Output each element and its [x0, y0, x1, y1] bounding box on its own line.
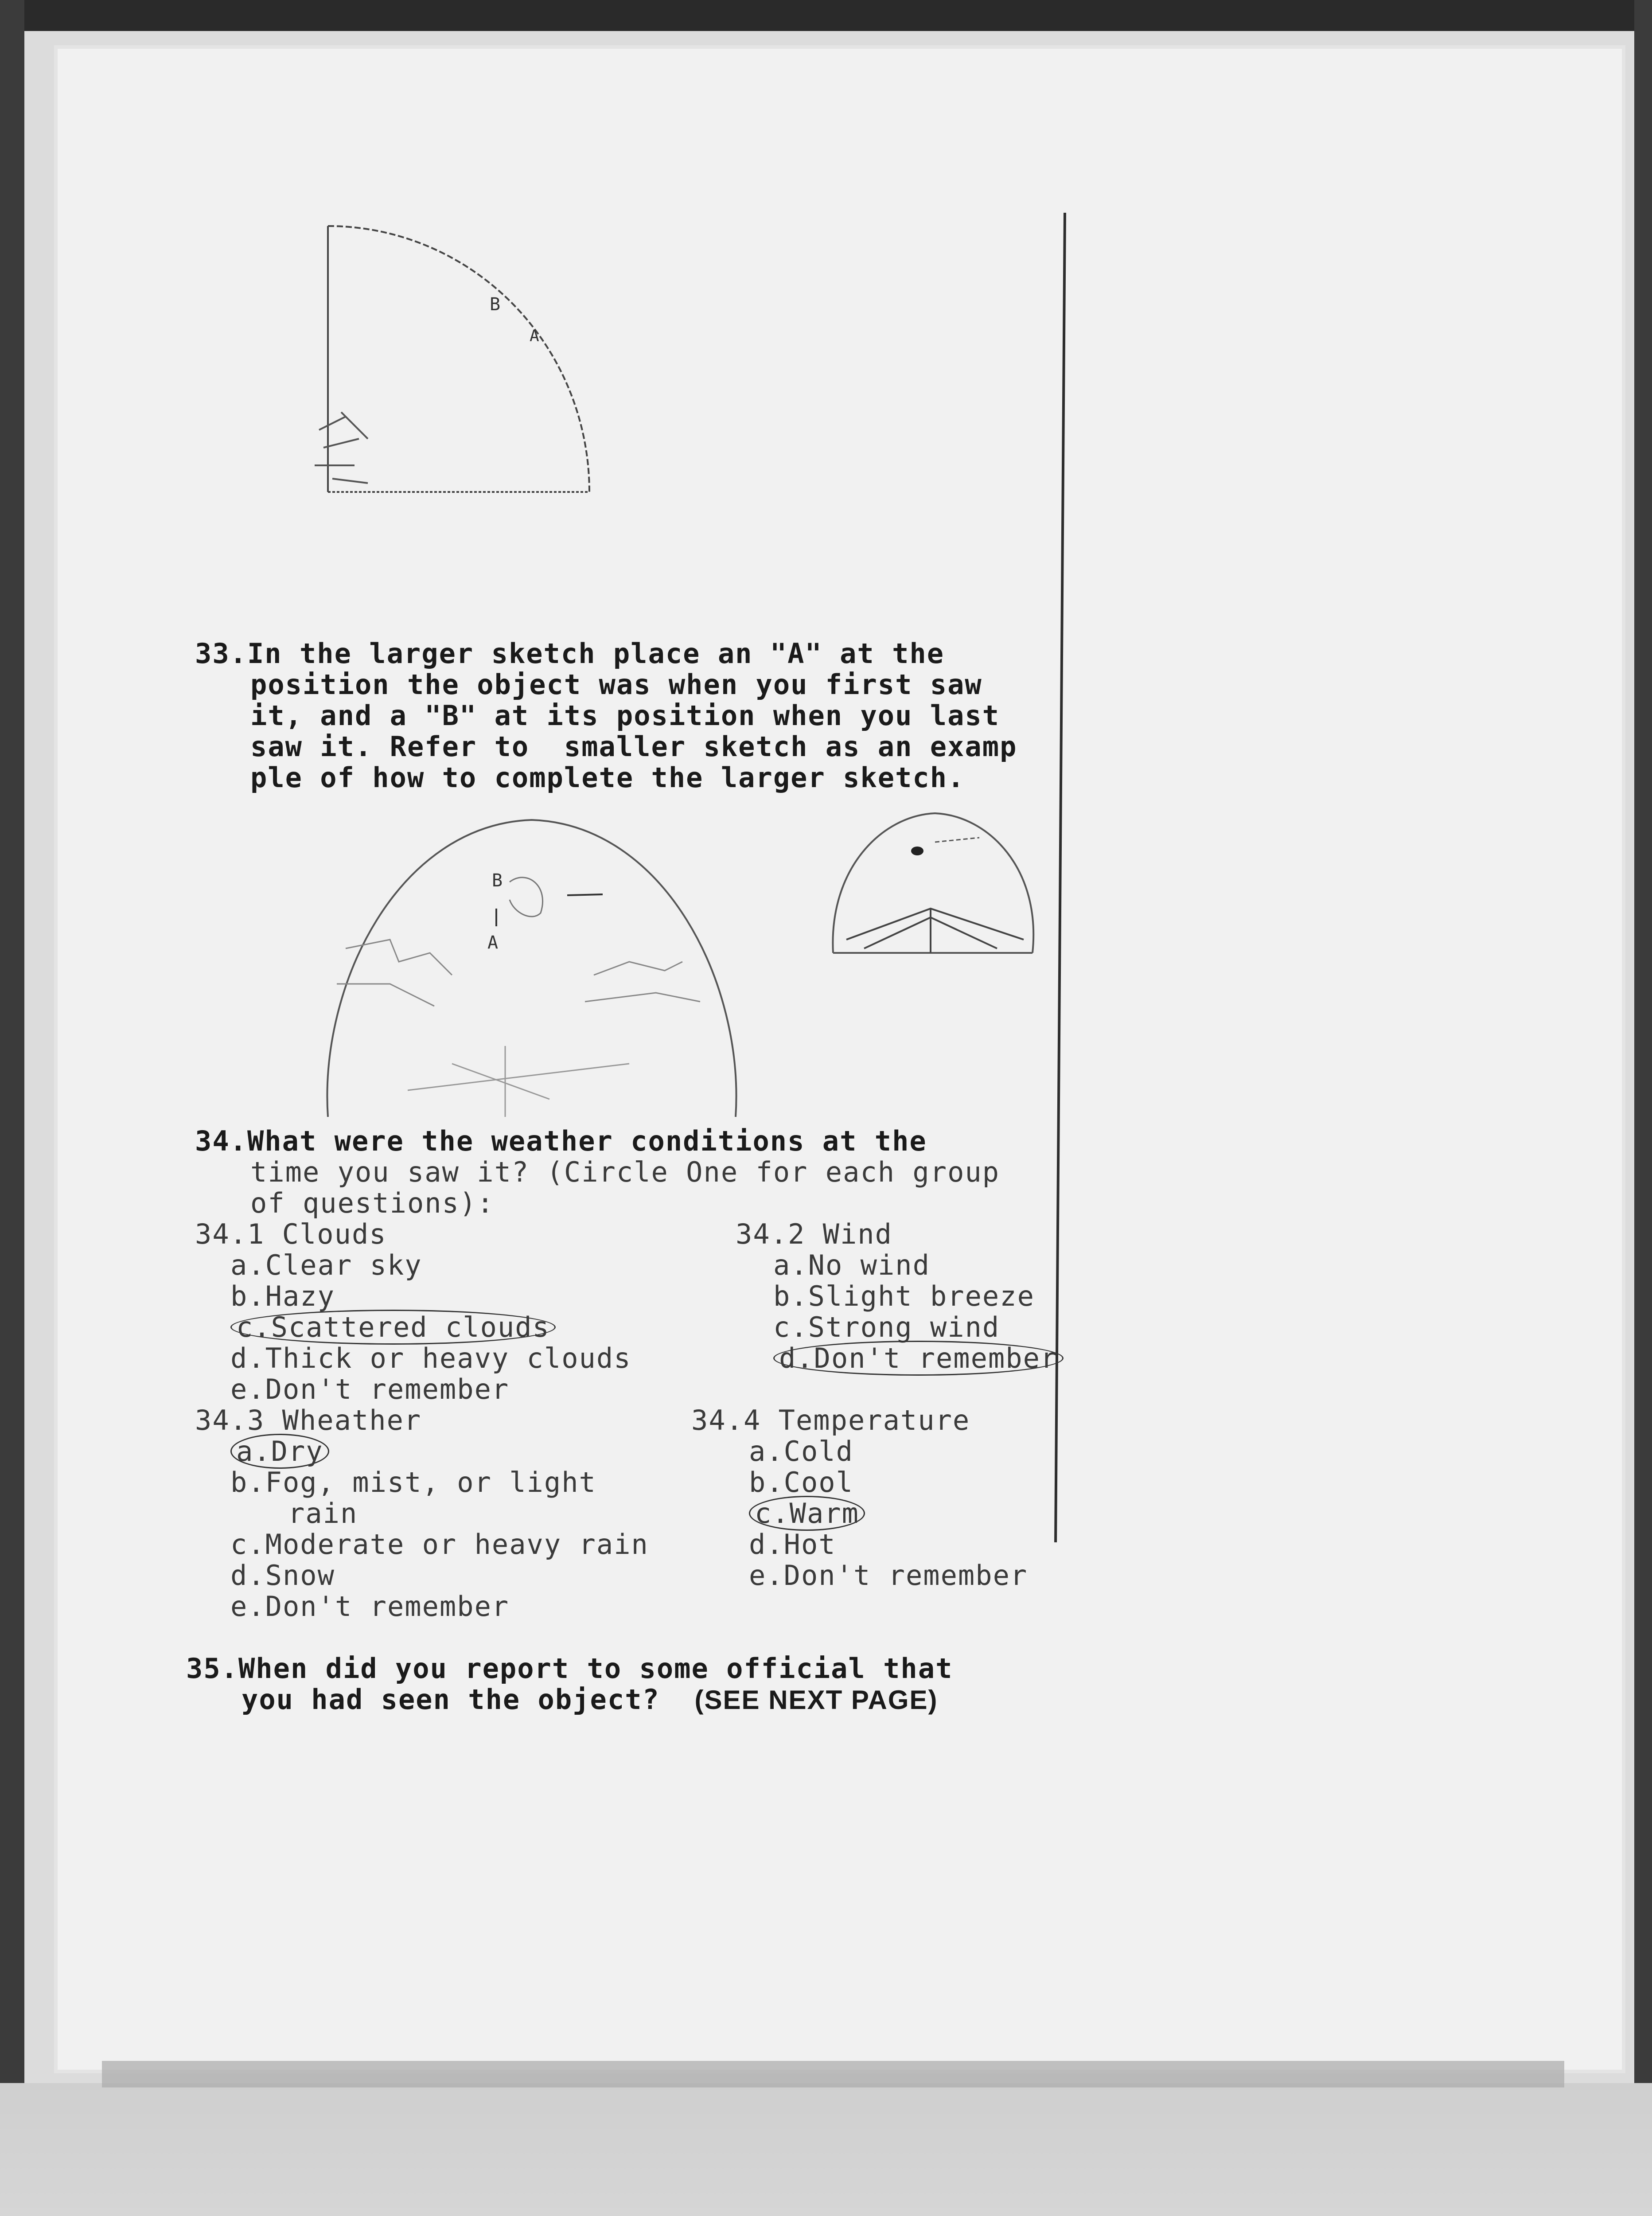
q33-text-1: In the larger sketch place an "A" at the	[247, 637, 945, 670]
clouds-heading: 34.1 Clouds	[195, 1218, 387, 1250]
clouds-option-d: d.Thick or heavy clouds	[230, 1342, 631, 1374]
q33-line-1	[195, 638, 944, 669]
wind-heading: 34.2 Wind	[736, 1218, 892, 1250]
clouds-option-c-circled: c.Scattered clouds	[230, 1310, 556, 1345]
wind-option-b: b.Slight breeze	[773, 1280, 1035, 1312]
q34-number: 34.	[195, 1125, 247, 1157]
weather-heading: 34.3 Wheather	[195, 1404, 422, 1436]
clouds-option-e: e.Don't remember	[230, 1373, 510, 1405]
document-page	[58, 49, 1622, 2070]
scan-border-right	[1634, 0, 1652, 2216]
sketch-mark-a: A	[487, 932, 499, 953]
large-sky-sketch	[319, 815, 744, 1126]
example-mark-a: A	[530, 327, 539, 345]
example-quadrant-sketch	[306, 217, 598, 501]
q33-line-2: position the object was when you first saw	[250, 668, 982, 701]
temperature-option-d: d.Hot	[749, 1528, 836, 1561]
wind-option-d-circled: d.Don't remember	[773, 1341, 1064, 1376]
page-edge-shadow	[102, 2061, 1564, 2087]
q33-line-4: saw it. Refer to smaller sketch as an examp	[250, 730, 1017, 763]
q34-line-2: time you saw it? (Circle One for each group	[250, 1156, 1000, 1188]
weather-option-a-circled: a.Dry	[230, 1434, 329, 1469]
wind-option-c: c.Strong wind	[773, 1311, 1000, 1343]
q35-line-1	[186, 1653, 953, 1684]
temperature-heading: 34.4 Temperature	[691, 1404, 970, 1436]
weather-option-b-cont: rain	[288, 1497, 358, 1529]
q35-text-1: When did you report to some official that	[238, 1652, 953, 1685]
q34-line-3: of questions):	[250, 1187, 495, 1219]
q35-line-2	[242, 1684, 938, 1716]
see-next-page-note: (SEE NEXT PAGE)	[694, 1685, 938, 1715]
scan-background-bottom	[0, 2083, 1652, 2216]
weather-option-e: e.Don't remember	[230, 1590, 510, 1623]
q35-number: 35.	[186, 1652, 238, 1685]
weather-option-a	[230, 1436, 329, 1467]
temperature-option-c	[749, 1498, 865, 1529]
clouds-option-b: b.Hazy	[230, 1280, 335, 1312]
temperature-option-a: a.Cold	[749, 1435, 853, 1467]
wind-option-d	[773, 1343, 1064, 1374]
q33-line-5: ple of how to complete the larger sketch.	[250, 761, 965, 794]
example-mark-b: B	[490, 294, 501, 315]
scan-border-left	[0, 0, 24, 2216]
q33-number: 33.	[195, 637, 247, 670]
scan-border-top	[0, 0, 1652, 31]
sketch-mark-b: B	[492, 870, 503, 891]
wind-option-a: a.No wind	[773, 1249, 930, 1281]
clouds-option-a: a.Clear sky	[230, 1249, 422, 1281]
temperature-option-b: b.Cool	[749, 1466, 853, 1498]
clouds-option-c	[230, 1312, 556, 1343]
weather-option-c: c.Moderate or heavy rain	[230, 1528, 649, 1561]
temperature-option-c-circled: c.Warm	[749, 1496, 865, 1531]
small-sky-sketch	[829, 807, 1041, 962]
q34-line-1	[195, 1126, 927, 1157]
temperature-option-e: e.Don't remember	[749, 1559, 1028, 1592]
q34-text-1: What were the weather conditions at the	[247, 1125, 927, 1157]
weather-option-b: b.Fog, mist, or light	[230, 1466, 596, 1498]
q35-text-2: you had seen the object?	[242, 1683, 660, 1716]
weather-option-d: d.Snow	[230, 1559, 335, 1592]
q33-line-3: it, and a "B" at its position when you last	[250, 699, 1000, 732]
